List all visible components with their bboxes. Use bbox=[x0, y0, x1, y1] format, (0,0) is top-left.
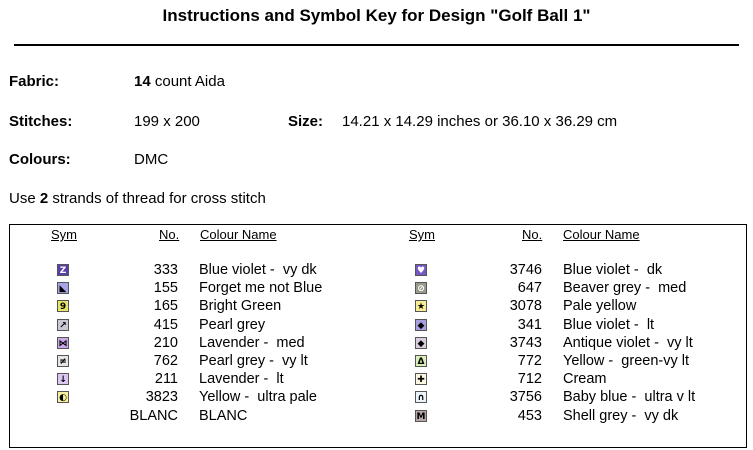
fabric-type: count Aida bbox=[154, 73, 225, 90]
key-row bbox=[10, 352, 740, 370]
colour-number: 3746 bbox=[509, 262, 542, 278]
right-sym-header: Sym bbox=[409, 227, 435, 242]
strands-post: strands of thread for cross stitch bbox=[52, 190, 266, 207]
symbol-icon: ≠ bbox=[57, 355, 69, 367]
colour-number: 155 bbox=[153, 280, 178, 297]
colour-name: Pale yellow bbox=[563, 298, 637, 315]
symbol-icon: Δ bbox=[415, 355, 427, 367]
colour-number: 3078 bbox=[509, 298, 542, 315]
symbol-icon: Z bbox=[57, 264, 69, 276]
colour-name: Beaver grey - med bbox=[563, 280, 687, 297]
colour-name: Antique violet - vy lt bbox=[563, 334, 693, 351]
right-no-header: No. bbox=[522, 227, 543, 242]
colour-name: Forget me not Blue bbox=[199, 280, 323, 297]
colour-name: Blue violet - dk bbox=[563, 262, 663, 278]
colour-number: 772 bbox=[517, 353, 542, 369]
symbol-icon: ◐ bbox=[57, 391, 69, 403]
colour-name: Cream bbox=[563, 371, 607, 388]
fabric-count: 14 bbox=[134, 73, 151, 90]
colour-name: Blue violet - lt bbox=[563, 316, 655, 333]
symbol-icon: ◆ bbox=[415, 319, 427, 331]
colour-name: Bright Green bbox=[199, 298, 282, 315]
colour-name: Pearl grey bbox=[199, 316, 266, 333]
colour-number: 647 bbox=[517, 280, 542, 297]
colour-name: BLANC bbox=[199, 407, 248, 424]
colour-number: 211 bbox=[154, 371, 178, 388]
colour-name: Baby blue - ultra v lt bbox=[563, 389, 696, 406]
symbol-icon: ◆ bbox=[415, 337, 427, 349]
symbol-icon: ◣ bbox=[57, 282, 69, 294]
colour-name: Lavender - med bbox=[199, 334, 305, 351]
symbol-icon: ↗ bbox=[57, 319, 69, 331]
colour-number: 3823 bbox=[145, 389, 178, 406]
colour-number: 762 bbox=[153, 353, 178, 369]
size-value: 14.21 x 14.29 inches or 36.10 x 36.29 cm bbox=[342, 113, 618, 130]
colour-number: 333 bbox=[153, 262, 178, 278]
stitches-label: Stitches: bbox=[9, 113, 73, 130]
key-row bbox=[10, 388, 740, 406]
symbol-icon: ∩ bbox=[415, 391, 427, 403]
symbol-icon: ✚ bbox=[415, 373, 427, 385]
symbol-icon: 9 bbox=[57, 300, 69, 312]
symbol-icon: ⊘ bbox=[415, 282, 427, 294]
colour-number: 3743 bbox=[509, 334, 542, 351]
colour-number: 165 bbox=[153, 298, 178, 315]
strands-instruction bbox=[9, 190, 266, 207]
colour-name: Lavender - lt bbox=[199, 371, 284, 388]
right-name-header: Colour Name bbox=[563, 227, 640, 242]
symbol-icon: ♥ bbox=[416, 266, 426, 276]
colour-number: 453 bbox=[517, 407, 542, 424]
key-row bbox=[10, 334, 740, 352]
key-row bbox=[10, 407, 740, 425]
colour-number: 712 bbox=[517, 371, 542, 388]
fabric-label: Fabric: bbox=[9, 73, 60, 90]
page-title: Instructions and Symbol Key for Design "Golf Ball 1" bbox=[162, 6, 591, 25]
key-row bbox=[10, 297, 740, 315]
colour-number: 210 bbox=[153, 334, 178, 351]
colour-number: 341 bbox=[517, 316, 542, 333]
symbol-icon: M bbox=[416, 411, 426, 422]
symbol-key-table bbox=[9, 224, 747, 448]
size-label: Size: bbox=[288, 113, 324, 130]
key-row bbox=[10, 316, 740, 334]
key-row bbox=[10, 261, 740, 279]
key-row bbox=[10, 279, 740, 297]
left-sym-header: Sym bbox=[51, 227, 77, 242]
left-no-header: No. bbox=[159, 227, 180, 242]
fabric-value bbox=[134, 73, 225, 90]
strands-pre: Use bbox=[9, 190, 36, 207]
colour-number: 3756 bbox=[509, 389, 542, 406]
colour-number: BLANC bbox=[129, 407, 178, 424]
stitches-value: 199 x 200 bbox=[134, 113, 200, 130]
strands-count: 2 bbox=[39, 190, 49, 207]
title-divider bbox=[14, 44, 739, 46]
colour-name: Shell grey - vy dk bbox=[563, 407, 679, 424]
left-name-header: Colour Name bbox=[200, 227, 277, 242]
colour-name: Yellow - ultra pale bbox=[199, 389, 317, 406]
colour-name: Yellow - green-vy lt bbox=[563, 353, 689, 369]
colours-value: DMC bbox=[134, 151, 169, 168]
symbol-icon: ⋈ bbox=[58, 338, 68, 349]
key-row bbox=[10, 370, 740, 388]
colours-label: Colours: bbox=[9, 151, 71, 168]
colour-name: Pearl grey - vy lt bbox=[199, 353, 308, 369]
symbol-icon: ★ bbox=[416, 302, 426, 313]
colour-number: 415 bbox=[153, 316, 178, 333]
colour-name: Blue violet - vy dk bbox=[199, 262, 317, 278]
symbol-icon: ↓ bbox=[57, 373, 69, 385]
